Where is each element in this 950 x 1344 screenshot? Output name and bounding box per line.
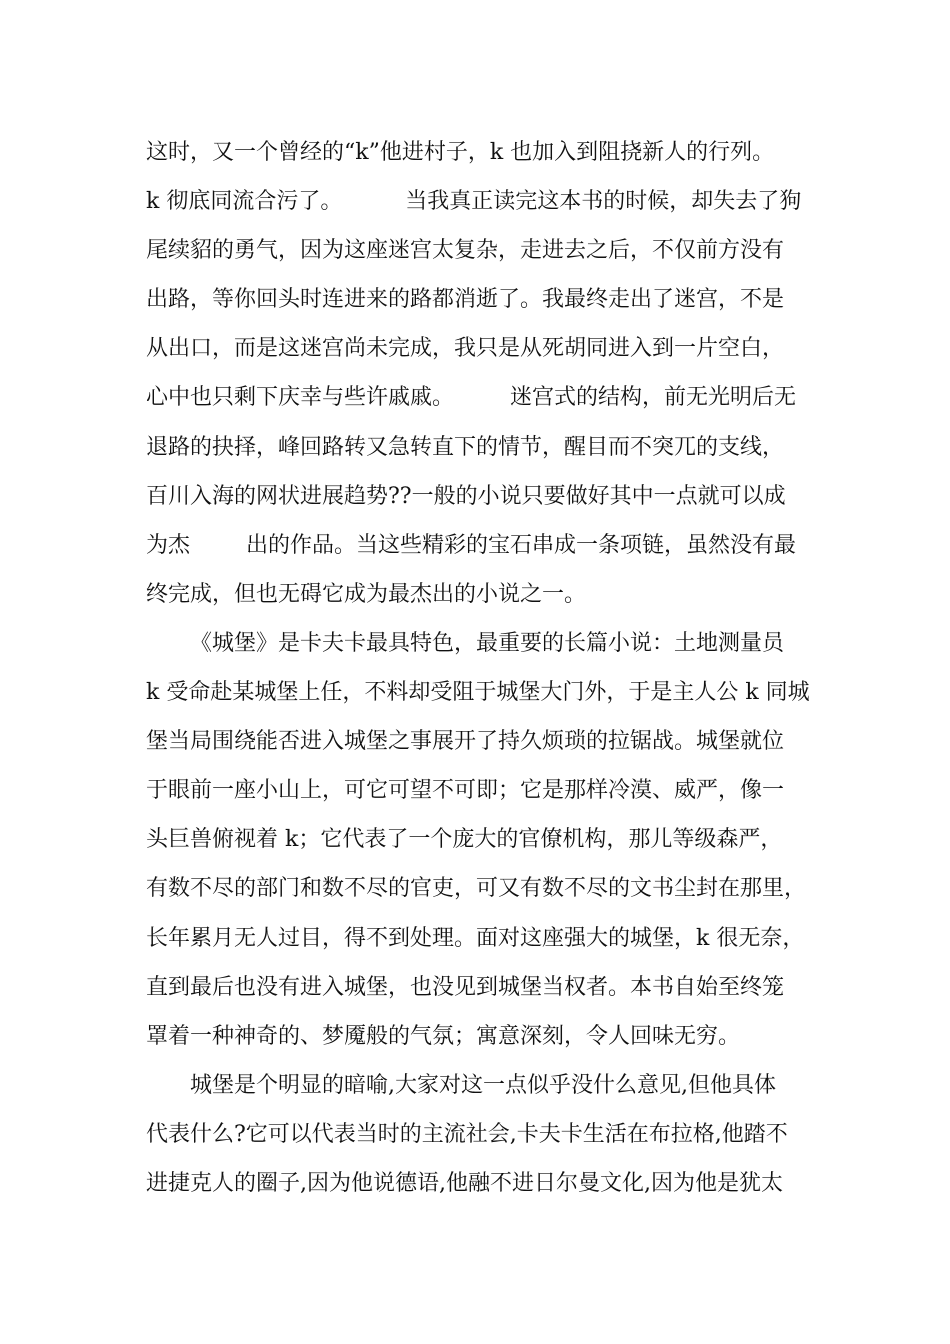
text-line: 堡当局围绕能否进入城堡之事展开了持久烦琐的拉锯战。城堡就位 <box>146 729 785 755</box>
text-line: 于眼前一座小山上，可它可望不可即；它是那样冷漠、威严，像一 <box>146 778 785 804</box>
text-line: k 受命赴某城堡上任，不料却受阻于城堡大门外，于是主人公 k 同城 <box>146 680 810 706</box>
text-line: 罩着一种神奇的、梦魇般的气氛；寓意深刻，令人回味无穷。 <box>146 1023 741 1049</box>
text-line: 出路，等你回头时连进来的路都消逝了。我最终走出了迷宫，不是 <box>146 287 785 313</box>
text-line: 尾续貂的勇气，因为这座迷宫太复杂，走进去之后，不仅前方没有 <box>146 238 785 264</box>
text-line: 进捷克人的圈子,因为他说德语,他融不进日尔曼文化,因为他是犹太 <box>146 1170 783 1196</box>
text-line: 长年累月无人过目，得不到处理。面对这座强大的城堡，k 很无奈， <box>146 925 805 951</box>
text-line: 终完成，但也无碍它成为最杰出的小说之一。 <box>146 581 587 607</box>
paragraph-first-line: 《城堡》是卡夫卡最具特色，最重要的长篇小说：土地测量员 <box>190 630 785 656</box>
text-line: 心中也只剩下庆幸与些许戚戚。 迷宫式的结构，前无光明后无 <box>146 385 796 411</box>
text-line: 有数不尽的部门和数不尽的官吏，可又有数不尽的文书尘封在那里， <box>146 876 807 902</box>
paragraph-first-line: 城堡是个明显的暗喻,大家对这一点似乎没什么意见,但他具体 <box>190 1072 776 1098</box>
text-line: 直到最后也没有进入城堡，也没见到城堡当权者。本书自始至终笼 <box>146 974 785 1000</box>
text-line: 退路的抉择，峰回路转又急转直下的情节，醒目而不突兀的支线， <box>146 434 785 460</box>
text-line: 百川入海的网状进展趋势??一般的小说只要做好其中一点就可以成 <box>146 483 786 509</box>
text-line: 从出口，而是这迷宫尚未完成，我只是从死胡同进入到一片空白， <box>146 336 785 362</box>
text-line: 头巨兽俯视着 k；它代表了一个庞大的官僚机构，那儿等级森严， <box>146 827 783 853</box>
body-text <box>146 128 826 1208</box>
text-line: 代表什么?它可以代表当时的主流社会,卡夫卡生活在布拉格,他踏不 <box>146 1121 788 1147</box>
text-line: 为杰 出的作品。当这些精彩的宝石串成一条项链，虽然没有最 <box>146 532 796 558</box>
text-line: 这时，又一个曾经的“k”他进村子，k 也加入到阻挠新人的行列。 <box>146 140 775 165</box>
text-line: k 彻底同流合污了。 当我真正读完这本书的时候，却失去了狗 <box>146 189 802 215</box>
